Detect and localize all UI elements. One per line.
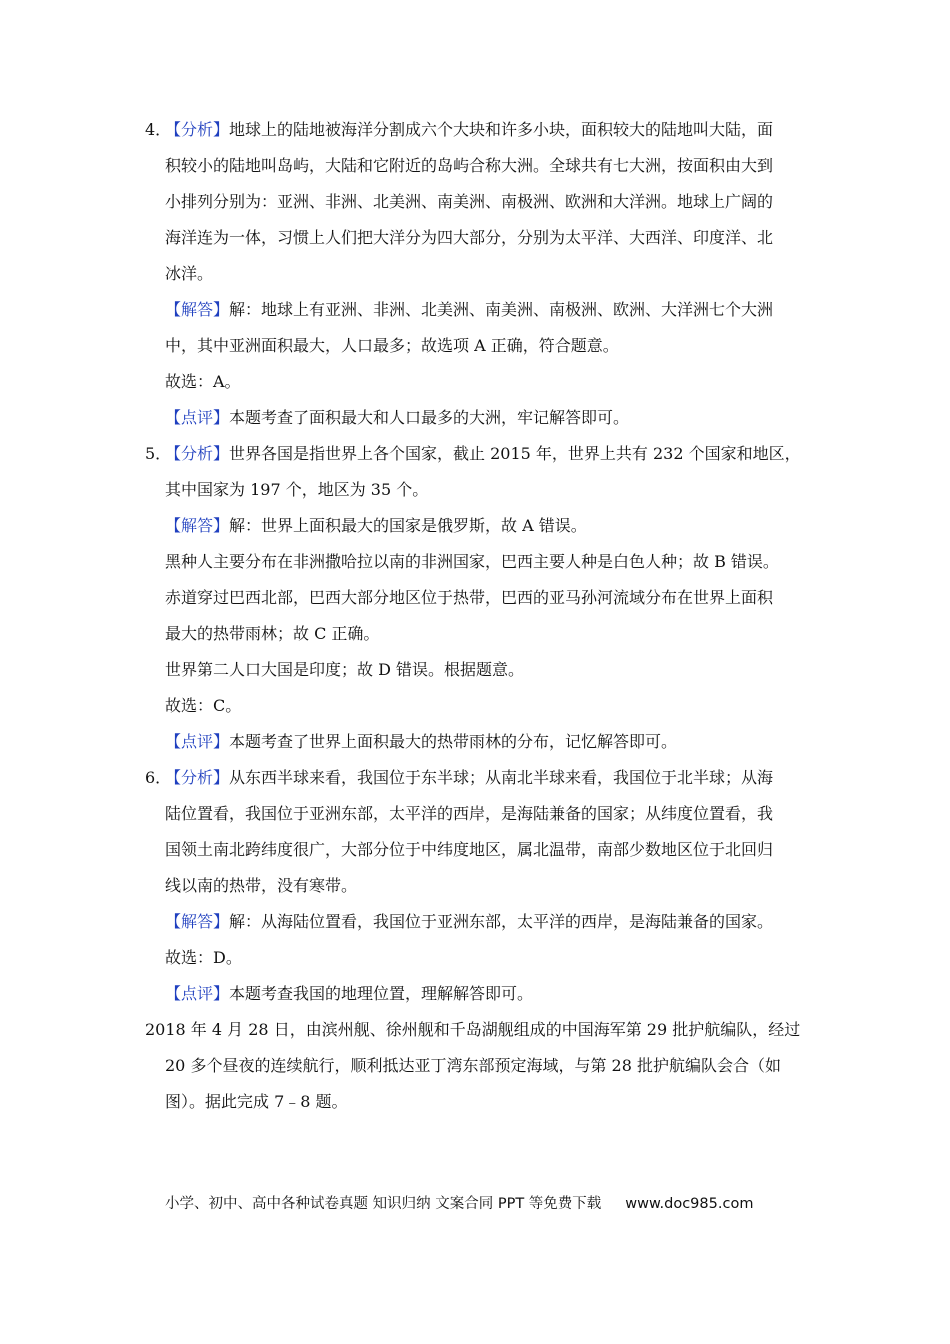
q4-analysis-tag: 【分析】 [165,120,230,139]
footer-url[interactable]: www.doc985.com [625,1196,754,1212]
q4-answer-line-1: 【解答】解：地球上有亚洲、非洲、北美洲、南美洲、南极洲、欧洲、大洋洲七个大洲 [165,300,774,319]
q6-answer-line-2: 故选：D。 [165,948,242,967]
q4-number: 4． [145,120,172,139]
passage-line-3: 图）。据此完成 7﹣8 题。 [165,1092,348,1111]
footer-text: 小学、初中、高中各种试卷真题 知识归纳 文案合同 PPT 等免费下载 [165,1196,602,1212]
q5-answer-line-4: 最大的热带雨林；故 C 正确。 [165,624,380,643]
q4-comment-tag: 【点评】 [165,408,230,427]
q4-analysis-line-2: 积较小的陆地叫岛屿，大陆和它附近的岛屿合称大洲。全球共有七大洲，按面积由大到 [165,156,774,175]
q5-analysis-line-2: 其中国家为 197 个，地区为 35 个。 [165,480,429,499]
q6-analysis-line-1: 6．【分析】从东西半球来看，我国位于东半球；从南北半球来看，我国位于北半球；从海 [145,760,815,796]
passage-line-2: 20 多个昼夜的连续航行，顺利抵达亚丁湾东部预定海域，与第 28 批护航编队会合（如 [165,1056,781,1075]
q5-answer-tag: 【解答】 [165,516,230,535]
q5-number: 5． [145,444,172,463]
q6-answer-tag: 【解答】 [165,912,230,931]
q4-comment-line: 【点评】本题考查了面积最大和人口最多的大洲，牢记解答即可。 [165,408,630,427]
q6-analysis-line-4: 线以南的热带，没有寒带。 [165,876,358,895]
q5-analysis-line-1: 5．【分析】世界各国是指世界上各个国家，截止 2015 年，世界上共有 232 个国家和地区， [145,436,815,472]
q6-number: 6． [145,768,172,787]
q6-analysis-tag: 【分析】 [165,768,230,787]
q6-analysis-line-2: 陆位置看，我国位于亚洲东部，太平洋的西岸，是海陆兼备的国家；从纬度位置看，我 [165,804,774,823]
q4-analysis-line-1: 4．【分析】地球上的陆地被海洋分割成六个大块和许多小块，面积较大的陆地叫大陆，面 [145,112,815,148]
q6-analysis-line-3: 国领土南北跨纬度很广，大部分位于中纬度地区，属北温带，南部少数地区位于北回归 [165,840,774,859]
content [145,112,815,1120]
q5-analysis-tag: 【分析】 [165,444,230,463]
passage-line-1: 2018 年 4 月 28 日，由滨州舰、徐州舰和千岛湖舰组成的中国海军第 29 批护航编队，经过 [145,1020,801,1039]
q6-comment-line: 【点评】本题考查我国的地理位置，理解解答即可。 [165,984,534,1003]
q5-answer-line-3: 赤道穿过巴西北部，巴西大部分地区位于热带，巴西的亚马孙河流域分布在世界上面积 [165,588,774,607]
q5-answer-line-2: 黑种人主要分布在非洲撒哈拉以南的非洲国家，巴西主要人种是白色人种；故 B 错误。 [165,552,779,571]
q4-analysis-line-4: 海洋连为一体，习惯上人们把大洋分为四大部分，分别为太平洋、大西洋、印度洋、北 [165,228,774,247]
q5-comment-tag: 【点评】 [165,732,230,751]
q5-comment-line: 【点评】本题考查了世界上面积最大的热带雨林的分布，记忆解答即可。 [165,732,678,751]
q4-answer-line-2: 中，其中亚洲面积最大，人口最多；故选项 A 正确，符合题意。 [165,336,619,355]
q4-analysis-line-3: 小排列分别为：亚洲、非洲、北美洲、南美洲、南极洲、欧洲和大洋洲。地球上广阔的 [165,192,774,211]
q6-answer-line-1: 【解答】解：从海陆位置看，我国位于亚洲东部，太平洋的西岸，是海陆兼备的国家。 [165,912,774,931]
q4-answer-line-3: 故选：A。 [165,372,241,391]
page-footer [165,1192,805,1213]
q5-answer-line-1: 【解答】解：世界上面积最大的国家是俄罗斯，故 A 错误。 [165,516,587,535]
q4-answer-tag: 【解答】 [165,300,230,319]
q6-comment-tag: 【点评】 [165,984,230,1003]
q5-answer-line-5: 世界第二人口大国是印度；故 D 错误。根据题意。 [165,660,525,679]
q4-analysis-line-5: 冰洋。 [165,264,214,283]
q5-answer-line-6: 故选：C。 [165,696,242,715]
